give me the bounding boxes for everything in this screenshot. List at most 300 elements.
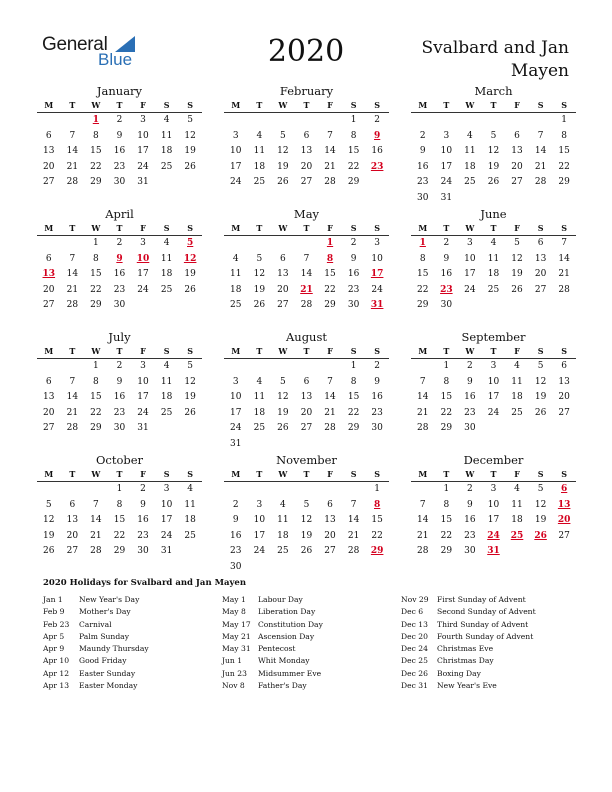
holiday-day-cell: 26 [534, 530, 547, 541]
weekday-header: S [187, 469, 194, 479]
day-cell [529, 421, 553, 437]
month-title: June [480, 207, 507, 221]
day-cell: 29 [347, 423, 360, 433]
holiday-date: Dec 25 [401, 656, 428, 666]
weekday-header-row [224, 222, 389, 236]
holiday-item [401, 606, 576, 618]
weekday-header: T [490, 223, 497, 233]
day-cell: 5 [303, 499, 310, 510]
week-row [224, 513, 389, 529]
day-cell: 3 [374, 238, 381, 248]
day-cell: 10 [440, 146, 453, 156]
day-cell [155, 298, 179, 314]
day-cell: 26 [277, 177, 289, 187]
day-cell: 23 [464, 530, 476, 541]
weekday-header: S [350, 100, 357, 110]
day-cell: 13 [43, 392, 55, 402]
day-cell: 22 [440, 407, 453, 418]
day-cell: 9 [374, 376, 381, 387]
month-title: October [95, 453, 144, 467]
weekday-header: T [303, 469, 310, 479]
day-cell: 3 [490, 484, 497, 494]
day-cell: 25 [277, 546, 289, 556]
week-row [411, 267, 576, 283]
day-cell: 18 [160, 146, 173, 156]
day-cell: 19 [277, 161, 289, 172]
weekday-header: S [163, 100, 170, 110]
day-cell: 21 [417, 407, 429, 418]
day-cell: 17 [137, 392, 149, 402]
day-cell: 9 [140, 499, 146, 510]
holiday-day-cell: 10 [136, 253, 150, 264]
day-cell: 5 [280, 376, 286, 387]
day-cell [435, 113, 459, 129]
holiday-date: Dec 20 [401, 631, 428, 641]
holiday-name: Whit Monday [258, 656, 310, 666]
week-row [224, 560, 389, 576]
week-row [37, 421, 202, 437]
weekday-header: M [231, 100, 241, 110]
day-cell: 16 [137, 515, 149, 525]
weekday-header: S [350, 346, 357, 356]
holiday-item [401, 643, 576, 655]
day-cell: 16 [464, 392, 476, 402]
day-cell: 29 [90, 177, 102, 187]
day-cell: 10 [160, 499, 173, 510]
holiday-date: May 17 [222, 619, 251, 629]
holiday-item [43, 631, 218, 643]
day-cell: 15 [90, 392, 102, 402]
day-cell: 28 [66, 423, 79, 433]
day-cell: 28 [534, 177, 547, 187]
day-cell [178, 421, 202, 437]
day-cell: 21 [558, 269, 570, 279]
holiday-day-cell: 24 [487, 530, 500, 541]
day-cell: 10 [137, 130, 149, 141]
weekday-header: T [116, 223, 123, 233]
day-cell: 27 [66, 546, 79, 556]
holiday-date: Nov 29 [401, 595, 429, 604]
day-cell: 20 [66, 530, 79, 541]
week-row [37, 359, 202, 375]
week-row [411, 529, 576, 545]
day-cell: 6 [537, 238, 544, 248]
day-cell: 3 [256, 499, 263, 510]
holiday-date: Jun 1 [222, 656, 243, 666]
day-cell [411, 113, 435, 129]
day-cell: 8 [93, 130, 99, 141]
day-cell [271, 359, 295, 375]
weekday-header: W [465, 223, 475, 233]
day-cell: 4 [163, 238, 170, 248]
day-cell [37, 113, 61, 129]
holiday-item [401, 668, 576, 680]
week-row [224, 129, 389, 145]
day-cell: 16 [440, 269, 453, 279]
holiday-item [222, 655, 397, 667]
day-cell: 29 [440, 546, 453, 556]
day-cell: 17 [487, 392, 500, 402]
holiday-name: Third Sunday of Advent [437, 619, 529, 629]
day-cell: 11 [184, 499, 196, 510]
day-cell: 3 [140, 115, 146, 125]
day-cell: 18 [277, 530, 289, 541]
week-row [37, 283, 202, 299]
day-cell [365, 437, 389, 453]
month-december [411, 453, 576, 560]
day-cell [529, 113, 553, 129]
weekday-header: T [303, 346, 310, 356]
month-title: May [293, 207, 320, 221]
month-february [224, 84, 389, 191]
day-cell [411, 359, 435, 375]
day-cell: 21 [324, 407, 336, 418]
weekday-header: S [187, 100, 194, 110]
day-cell: 30 [464, 423, 476, 433]
day-cell: 22 [90, 284, 102, 295]
week-row [224, 113, 389, 129]
weekday-header: T [490, 346, 497, 356]
day-cell: 27 [43, 300, 55, 310]
weekday-header: S [350, 469, 357, 479]
day-cell [248, 482, 272, 498]
day-cell: 2 [443, 238, 450, 248]
weekday-header: S [561, 223, 568, 233]
weekday-header-row [411, 468, 576, 482]
day-cell: 7 [327, 130, 333, 141]
day-cell: 7 [350, 499, 357, 510]
week-row [224, 482, 389, 498]
holiday-day-cell: 13 [557, 499, 571, 510]
day-cell: 26 [487, 177, 500, 187]
day-cell: 30 [371, 423, 383, 433]
day-cell [458, 191, 482, 207]
day-cell [271, 113, 295, 129]
day-cell [318, 113, 342, 129]
day-cell: 2 [116, 115, 123, 125]
day-cell: 12 [43, 515, 55, 525]
month-january [37, 84, 202, 191]
week-row [224, 421, 389, 437]
day-cell: 30 [113, 423, 126, 433]
day-cell [271, 236, 295, 252]
week-row [411, 191, 576, 207]
day-cell: 27 [324, 546, 336, 556]
day-cell: 6 [69, 499, 76, 510]
week-row [37, 129, 202, 145]
day-cell [295, 437, 319, 453]
day-cell: 21 [90, 530, 102, 541]
month-may [224, 207, 389, 314]
day-cell: 29 [558, 177, 570, 187]
day-cell: 17 [253, 530, 266, 541]
week-row [411, 482, 576, 498]
holiday-day-cell: 9 [374, 130, 381, 141]
day-cell: 12 [534, 499, 547, 510]
day-cell: 27 [534, 284, 547, 295]
week-row [224, 390, 389, 406]
holiday-date: Nov 8 [222, 681, 245, 691]
day-cell: 28 [417, 423, 429, 433]
day-cell: 2 [374, 115, 381, 125]
weekday-header: T [116, 346, 123, 356]
weekday-header: W [465, 100, 475, 110]
weekday-header: F [327, 469, 333, 479]
month-november [224, 453, 389, 575]
day-cell [131, 298, 155, 314]
holiday-name: Boxing Day [437, 668, 481, 678]
day-cell: 4 [187, 484, 194, 494]
week-row [411, 144, 576, 160]
week-row [411, 113, 576, 129]
day-cell: 10 [487, 499, 500, 510]
day-cell: 12 [300, 515, 313, 525]
holiday-column [43, 594, 218, 692]
weekday-header: W [91, 346, 101, 356]
week-row [37, 390, 202, 406]
weekday-header: S [163, 346, 170, 356]
holiday-date: Jan 1 [43, 595, 63, 604]
holiday-day-cell: 25 [510, 530, 524, 541]
day-cell: 17 [137, 146, 149, 156]
holiday-item [401, 631, 576, 643]
day-cell: 20 [324, 530, 336, 541]
day-cell: 5 [514, 238, 520, 248]
weekday-header: W [465, 469, 475, 479]
day-cell: 30 [464, 546, 476, 556]
day-cell [318, 359, 342, 375]
day-cell: 28 [66, 177, 79, 187]
day-cell: 28 [558, 284, 570, 295]
weekday-header: M [44, 100, 54, 110]
weekday-header: M [231, 346, 241, 356]
holiday-name: Palm Sunday [79, 631, 130, 641]
day-cell: 2 [467, 361, 473, 371]
day-cell: 11 [511, 499, 523, 510]
day-cell: 4 [232, 253, 239, 264]
day-cell [552, 544, 576, 560]
week-row [224, 283, 389, 299]
holiday-item [222, 594, 397, 606]
weekday-header: F [514, 100, 520, 110]
day-cell: 16 [230, 530, 242, 541]
logo-general-text: General [42, 34, 108, 55]
day-cell: 13 [277, 269, 289, 279]
day-cell: 11 [464, 146, 476, 156]
day-cell: 3 [467, 238, 473, 248]
holiday-date: Apr 10 [43, 656, 70, 666]
day-cell: 22 [440, 530, 453, 541]
holiday-item [222, 643, 397, 655]
day-cell [224, 113, 248, 129]
day-cell: 7 [93, 499, 99, 510]
day-cell: 31 [440, 192, 453, 203]
weekday-header: T [303, 223, 310, 233]
day-cell: 13 [511, 146, 523, 156]
day-cell [37, 236, 61, 252]
holiday-name: Easter Monday [79, 681, 138, 691]
day-cell: 4 [514, 484, 520, 494]
day-cell: 28 [417, 546, 429, 556]
day-cell [271, 560, 295, 576]
day-cell: 4 [256, 376, 263, 387]
day-cell: 17 [464, 269, 476, 279]
day-cell: 11 [511, 376, 523, 387]
day-cell: 7 [303, 253, 310, 264]
holiday-item [401, 619, 576, 631]
weekday-header: F [327, 223, 333, 233]
weekday-header: T [69, 469, 76, 479]
day-cell: 13 [300, 392, 313, 402]
weekday-header: T [443, 223, 450, 233]
weekday-header-row [37, 345, 202, 359]
day-cell [318, 437, 342, 453]
day-cell: 15 [347, 392, 360, 402]
day-cell: 5 [256, 253, 263, 264]
week-row [411, 129, 576, 145]
day-cell: 17 [137, 269, 149, 279]
holiday-date: Apr 13 [43, 681, 70, 691]
day-cell: 4 [514, 361, 520, 371]
day-cell: 6 [561, 361, 568, 371]
day-cell [318, 482, 342, 498]
day-cell: 9 [116, 130, 123, 141]
day-cell: 6 [303, 130, 310, 141]
weekday-header: S [561, 346, 568, 356]
weekday-header: S [537, 100, 544, 110]
month-title: January [96, 84, 143, 98]
holiday-item [222, 631, 397, 643]
day-cell: 3 [443, 130, 450, 141]
weekday-header: M [44, 223, 54, 233]
holiday-item [43, 643, 218, 655]
weekday-header: M [418, 346, 428, 356]
day-cell [84, 482, 108, 498]
day-cell: 6 [280, 253, 286, 264]
week-row [224, 267, 389, 283]
weekday-header: W [278, 223, 288, 233]
day-cell: 13 [534, 253, 547, 264]
weekday-header: F [140, 100, 146, 110]
day-cell: 23 [417, 177, 429, 187]
holiday-item [401, 594, 576, 606]
week-row [37, 529, 202, 545]
week-row [37, 267, 202, 283]
day-cell: 17 [230, 161, 242, 172]
holiday-name: Constitution Day [258, 619, 323, 629]
day-cell [295, 113, 319, 129]
day-cell [529, 191, 553, 207]
day-cell: 16 [371, 146, 383, 156]
day-cell: 31 [230, 438, 242, 449]
month-grid [37, 84, 575, 572]
day-cell: 19 [184, 269, 196, 279]
day-cell: 8 [93, 253, 99, 264]
holiday-item [222, 606, 397, 618]
holiday-item [401, 680, 576, 692]
day-cell: 26 [184, 161, 196, 172]
day-cell [458, 298, 482, 314]
day-cell [37, 482, 61, 498]
day-cell: 1 [350, 361, 357, 371]
weekday-header: S [374, 100, 381, 110]
day-cell: 16 [113, 269, 126, 279]
day-cell: 5 [187, 115, 194, 125]
day-cell: 21 [534, 161, 547, 172]
day-cell: 30 [230, 561, 242, 572]
holiday-day-cell: 6 [561, 484, 568, 494]
week-row [37, 544, 202, 560]
day-cell: 7 [561, 238, 568, 248]
day-cell: 27 [558, 530, 570, 541]
day-cell: 29 [440, 423, 453, 433]
holiday-name: New Year's Eve [437, 681, 497, 691]
day-cell: 12 [253, 269, 266, 279]
day-cell: 3 [232, 376, 239, 387]
day-cell: 4 [163, 361, 170, 371]
holiday-day-cell: 8 [374, 499, 381, 510]
day-cell: 2 [116, 238, 123, 248]
day-cell: 1 [116, 484, 123, 494]
week-row [411, 236, 576, 252]
weekday-header: S [374, 223, 381, 233]
holiday-day-cell: 1 [92, 115, 100, 125]
day-cell: 17 [440, 161, 453, 172]
day-cell: 30 [113, 177, 126, 187]
day-cell: 5 [537, 361, 544, 371]
day-cell: 8 [350, 130, 357, 141]
day-cell: 2 [419, 130, 426, 141]
day-cell: 15 [440, 392, 453, 402]
day-cell [342, 560, 366, 576]
day-cell [505, 544, 529, 560]
day-cell: 21 [66, 407, 79, 418]
day-cell: 15 [324, 269, 336, 279]
holiday-name: Fourth Sunday of Advent [437, 631, 534, 641]
day-cell: 15 [90, 146, 102, 156]
day-cell: 14 [66, 392, 79, 402]
day-cell: 15 [90, 269, 102, 279]
day-cell: 5 [280, 130, 286, 141]
day-cell [248, 560, 272, 576]
day-cell: 26 [534, 407, 547, 418]
day-cell: 26 [184, 407, 196, 418]
holiday-day-cell: 9 [116, 253, 123, 264]
day-cell: 11 [160, 253, 173, 264]
day-cell [155, 175, 179, 191]
day-cell: 5 [187, 361, 194, 371]
day-cell: 24 [137, 407, 149, 418]
weekday-header: S [561, 100, 568, 110]
day-cell: 8 [116, 499, 123, 510]
day-cell: 3 [163, 484, 170, 494]
weekday-header: T [69, 100, 76, 110]
day-cell: 1 [374, 484, 381, 494]
weekday-header: M [231, 223, 241, 233]
day-cell: 24 [253, 546, 266, 556]
weekday-header: T [256, 223, 263, 233]
day-cell [178, 175, 202, 191]
weekday-header: S [350, 223, 357, 233]
week-row [37, 236, 202, 252]
holiday-date: Apr 9 [43, 644, 65, 654]
weekday-header: T [443, 100, 450, 110]
weekday-header: T [490, 469, 497, 479]
day-cell: 23 [230, 546, 242, 556]
day-cell: 2 [116, 361, 123, 371]
day-cell: 8 [93, 376, 99, 387]
week-row [224, 175, 389, 191]
